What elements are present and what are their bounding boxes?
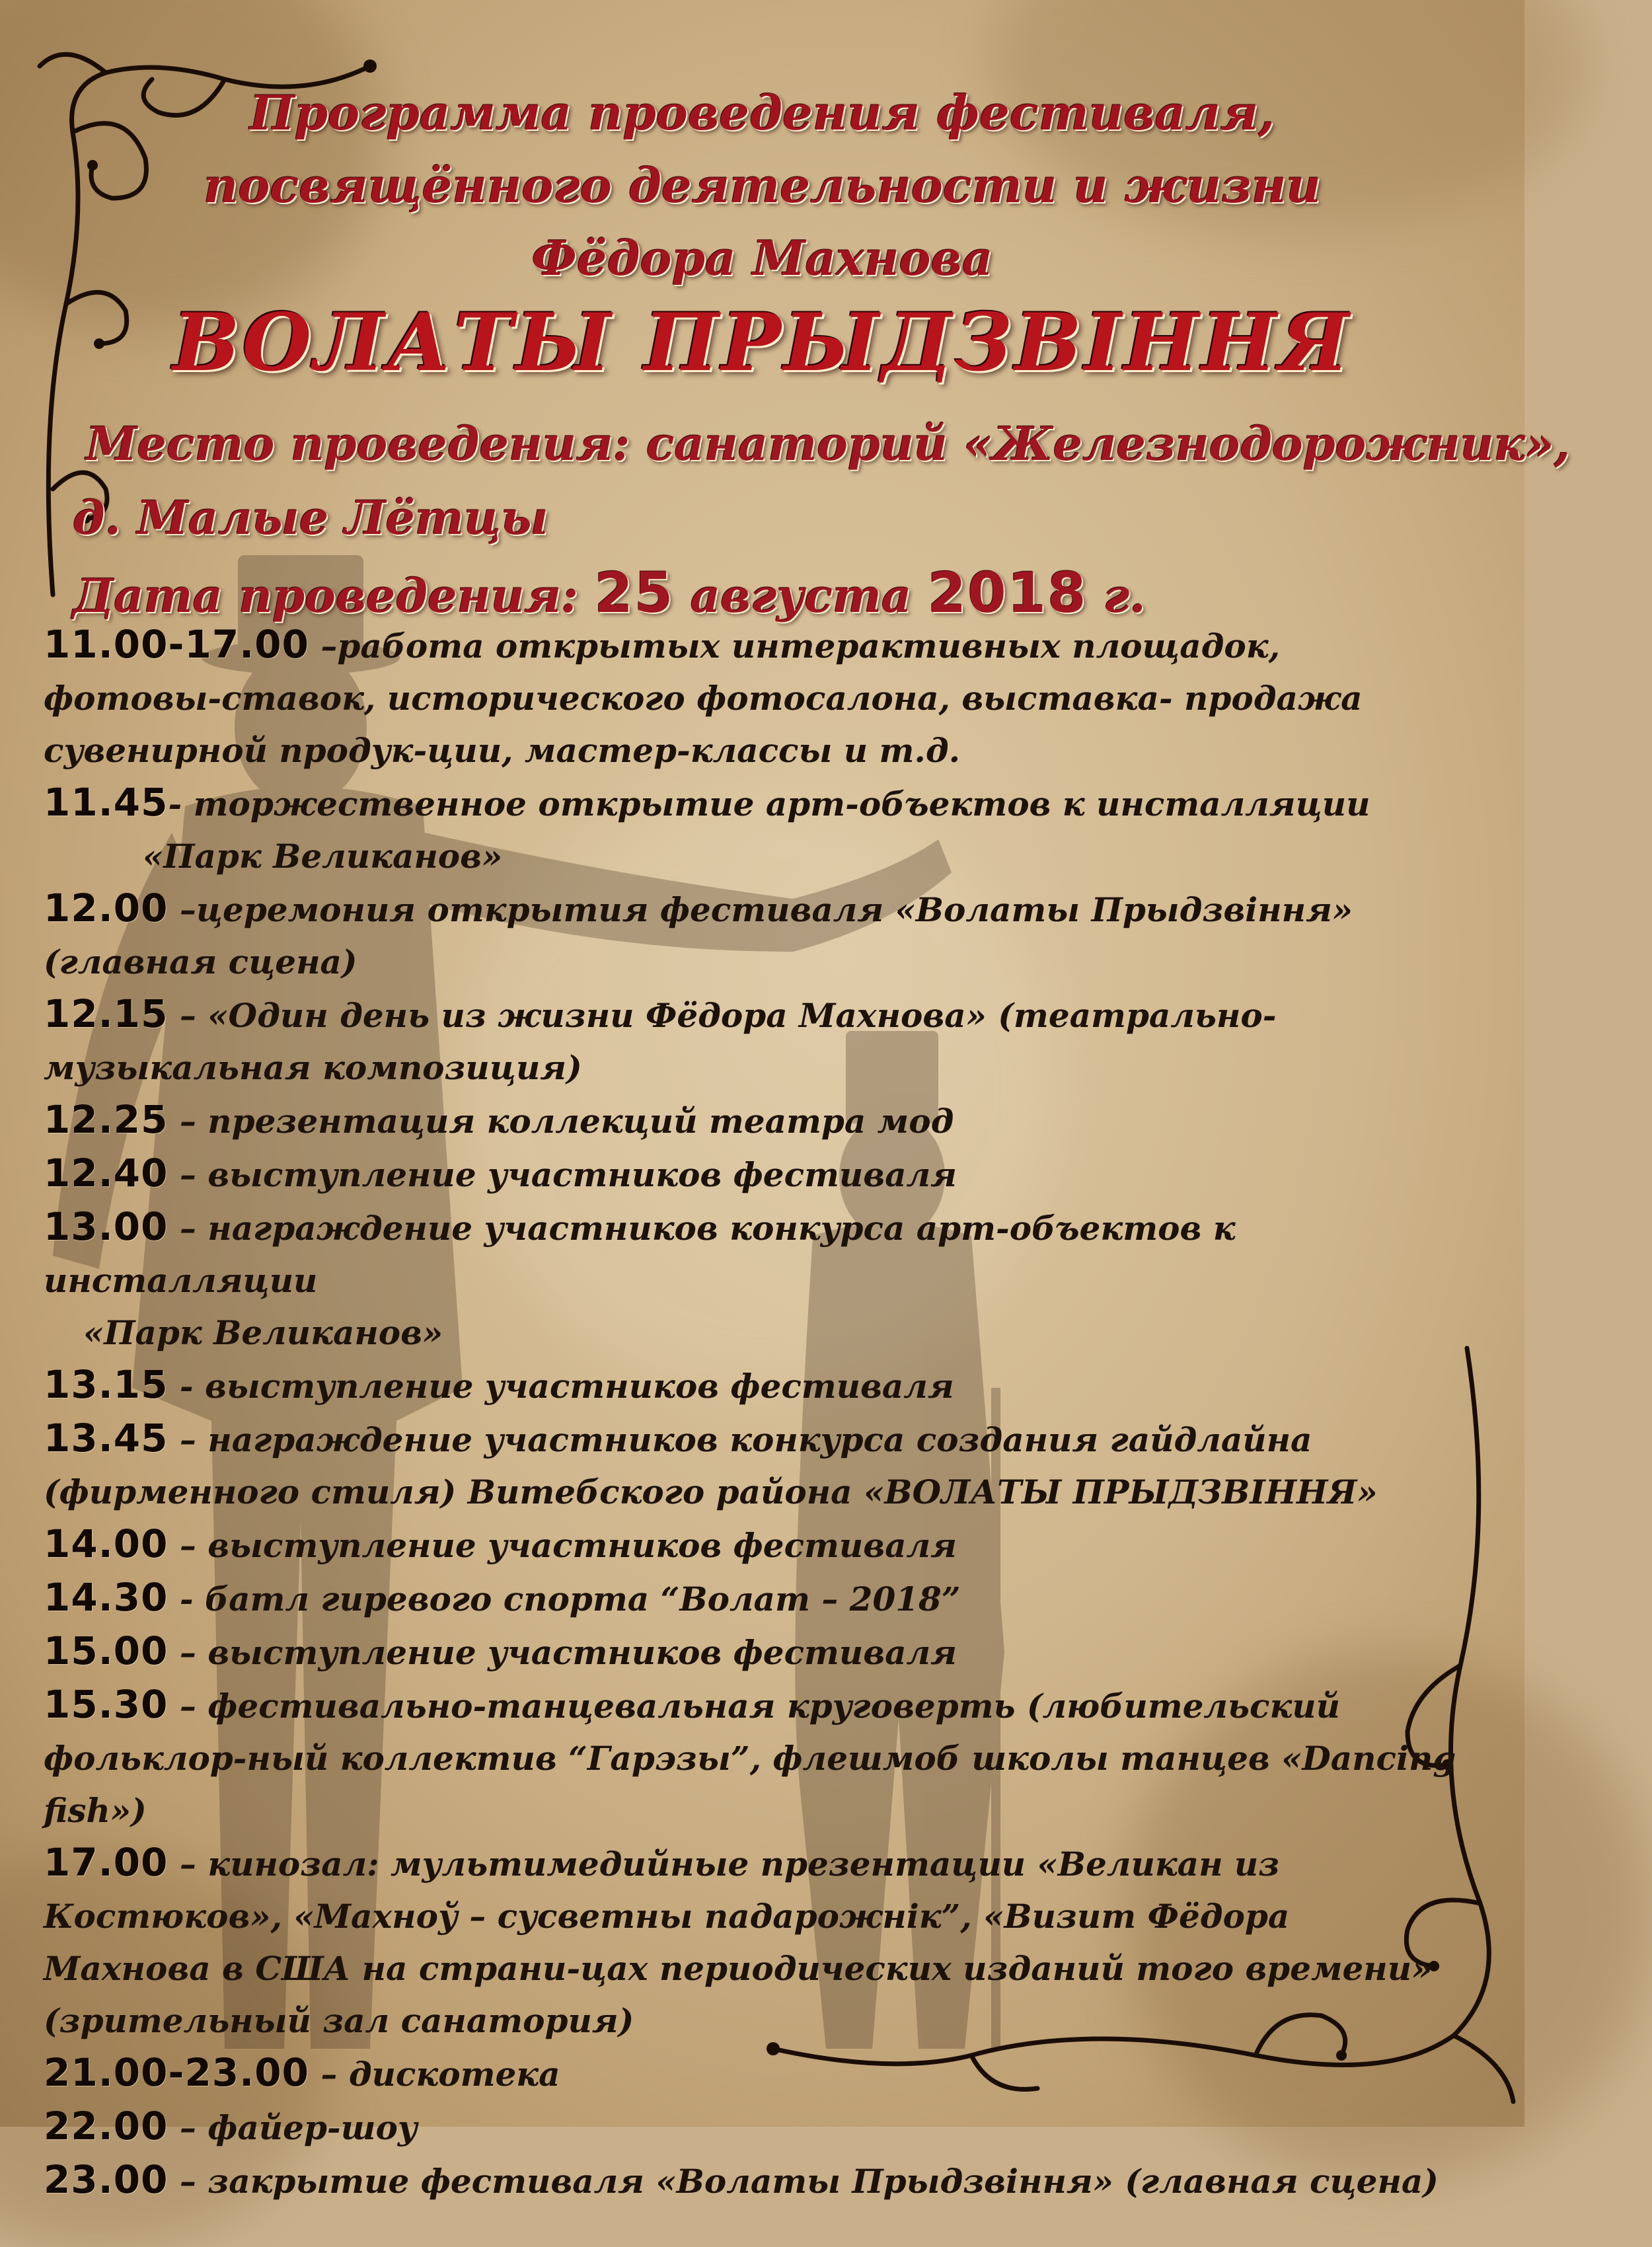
schedule-time: 13.15 [44,1362,169,1407]
date-suffix: г. [1103,568,1146,623]
schedule-time: 17.00 [44,1840,169,1885]
date-day: 25 [594,560,675,625]
schedule-time: 13.00 [44,1204,169,1249]
schedule-text: – файер-шоу [168,2108,418,2147]
schedule-time: 11.45 [44,780,169,825]
schedule-item [44,882,1464,988]
schedule-item [44,1625,1464,1679]
schedule-text: - выступление участников фестиваля [168,1367,954,1406]
program-title-line-1: Программа проведения фестиваля, [249,85,1275,141]
schedule-text: – награждение участников конкурса создания гайдлайна (фирменного стиля) Витебского района «ВОЛАТЫ ПРЫДЗВІННЯ» [44,1420,1378,1511]
schedule-text: - торжественное открытие арт-объектов к инсталляции [168,784,1370,823]
schedule-time: 15.00 [44,1628,169,1673]
schedule-time: 12.40 [44,1151,169,1196]
schedule-text: – дискотека [309,2055,560,2094]
schedule-item [44,1412,1464,1518]
schedule-item [44,1094,1464,1147]
schedule-text: –работа открытых интерактивных площадок, фотовы-ставок, исторического фотосалона, выставка- продажа сувенирной продук-ции, мастер-классы и т.д. [44,627,1363,770]
schedule-item-continuation: «Парк Великанов» [83,1313,443,1352]
schedule-text: – презентация коллекций театра мод [168,1102,954,1141]
schedule-list [44,619,1464,2207]
date-month: августа [690,568,912,623]
schedule-item [44,1201,1464,1307]
schedule-text: – фестивально-танцевальная круговерть (любительский фольклор-ный коллектив “Гарэзы”, флешмоб школы танцев «Dancing fish») [44,1687,1456,1830]
schedule-time: 15.30 [44,1682,169,1727]
schedule-item [44,619,1464,777]
schedule-text: –церемония открытия фестиваля «Волаты Прыдзвіння» (главная сцена) [44,890,1353,981]
schedule-text: – закрытие фестиваля «Волаты Прыдзвіння» (главная сцена) [168,2162,1439,2201]
program-title-line-2: посвящённого деятельности и жизни [204,157,1321,213]
schedule-time: 21.00-23.00 [44,2050,309,2095]
schedule-time: 22.00 [44,2104,169,2149]
venue-line-2: д. Малые Лётцы [73,490,548,545]
schedule-text: – выступление участников фестиваля [168,1526,957,1565]
schedule-item [44,1572,1464,1625]
schedule-item [44,988,1464,1094]
schedule-time: 23.00 [44,2157,169,2202]
schedule-text: – выступление участников фестиваля [168,1633,957,1672]
schedule-text: – награждение участников конкурса арт-объектов к инсталляции [44,1209,1236,1300]
festival-name: ВОЛАТЫ ПРЫДЗВІННЯ [172,296,1352,389]
schedule-item [44,1518,1464,1572]
schedule-item [44,1147,1464,1201]
program-title-line-3: Фёдора Махнова [531,230,993,286]
schedule-time: 14.00 [44,1521,169,1566]
schedule-item [44,2100,1464,2154]
schedule-item [44,2047,1464,2100]
schedule-item [44,1837,1464,2047]
date-label: Дата проведения: [73,568,579,623]
schedule-item [44,777,1464,830]
schedule-item-continuation: «Парк Великанов» [143,837,503,876]
schedule-time: 12.25 [44,1097,169,1142]
event-date [73,560,1146,625]
date-year: 2018 [927,560,1088,625]
schedule-time: 13.45 [44,1416,169,1461]
venue-line-1: Место проведения: санаторий «Железнодорожник», [86,416,1571,471]
schedule-time: 14.30 [44,1575,169,1620]
schedule-item [44,1359,1464,1412]
schedule-time: 12.15 [44,991,169,1036]
schedule-time: 12.00 [44,886,169,931]
schedule-text: – кинозал: мультимедийные презентации «Великан из Костюков», «Махноў – сусветны падарожнік”, «Визит Фёдора Махнова в США на страни-цах периодических изданий того времени» (зрительный зал санатория) [44,1845,1433,2040]
schedule-text: - батл гиревого спорта “Волат – 2018” [168,1580,961,1619]
schedule-text: – «Один день из жизни Фёдора Махнова» (театрально-музыкальная композиция) [44,996,1277,1087]
schedule-item [44,2154,1464,2207]
schedule-text: – выступление участников фестиваля [168,1155,957,1194]
schedule-time: 11.00-17.00 [44,622,309,667]
schedule-item [44,1679,1464,1837]
